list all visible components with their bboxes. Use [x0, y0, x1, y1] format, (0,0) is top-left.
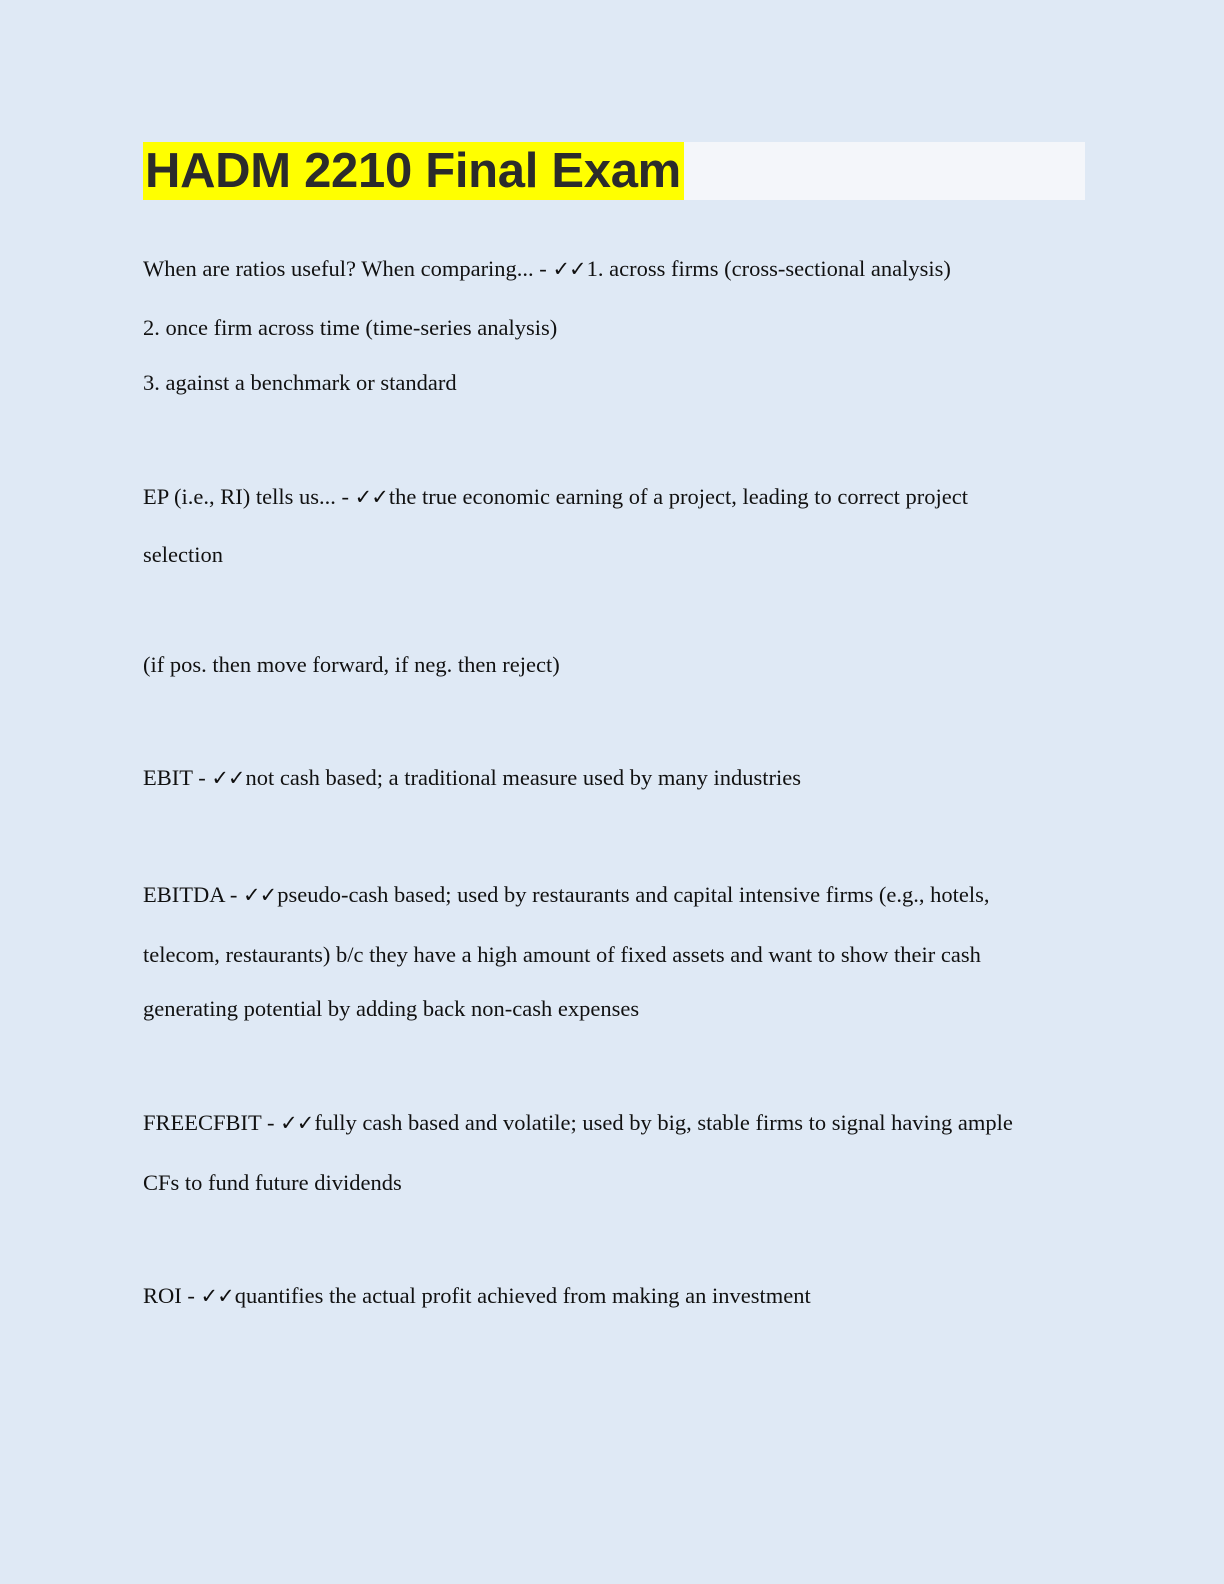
answer-text: quantifies the actual profit achieved from making an investment	[234, 1283, 811, 1308]
double-check-icon: ✓✓	[211, 766, 245, 790]
answer-text: generating potential by adding back non-cash expenses	[143, 996, 640, 1021]
answer-text: (if pos. then move forward, if neg. then reject)	[143, 652, 560, 677]
double-check-icon: ✓✓	[552, 257, 586, 281]
answer-text: telecom, restaurants) b/c they have a high amount of fixed assets and want to show their cash	[143, 942, 981, 967]
answer-text: the true economic earning of a project, leading to correct project	[388, 484, 968, 509]
flashcard-ratios-line-1	[143, 254, 951, 284]
term-ep: EP (i.e., RI) tells us... -	[143, 484, 355, 509]
document-title: HADM 2210 Final Exam	[143, 142, 684, 200]
term-ebit: EBIT -	[143, 765, 212, 790]
answer-text: fully cash based and volatile; used by big, stable firms to signal having ample	[314, 1110, 1013, 1135]
flashcard-ebitda-line-1	[143, 880, 990, 910]
term-roi: ROI -	[143, 1283, 201, 1308]
flashcard-freecfbit-line-1	[143, 1108, 1013, 1138]
answer-text: selection	[143, 542, 223, 567]
answer-text: 3. against a benchmark or standard	[143, 370, 457, 395]
term-ebitda: EBITDA -	[143, 882, 243, 907]
answer-text: not cash based; a traditional measure used by many industries	[245, 765, 802, 790]
double-check-icon: ✓✓	[243, 883, 277, 907]
double-check-icon: ✓✓	[354, 485, 388, 509]
answer-text: 1. across firms (cross-sectional analysis)	[586, 256, 951, 281]
term-ratios: When are ratios useful? When comparing... -	[143, 256, 553, 281]
double-check-icon: ✓✓	[200, 1284, 234, 1308]
term-freecfbit: FREECFBIT -	[143, 1110, 281, 1135]
answer-text: 2. once firm across time (time-series analysis)	[143, 315, 558, 340]
flashcard-ep-line-1	[143, 482, 968, 512]
answer-text: pseudo-cash based; used by restaurants and capital intensive firms (e.g., hotels,	[277, 882, 990, 907]
double-check-icon: ✓✓	[280, 1111, 314, 1135]
answer-text: CFs to fund future dividends	[143, 1170, 402, 1195]
flashcard-roi-line-1	[143, 1281, 811, 1311]
flashcard-ebit-line-1	[143, 763, 801, 793]
title-bar	[143, 142, 1085, 200]
